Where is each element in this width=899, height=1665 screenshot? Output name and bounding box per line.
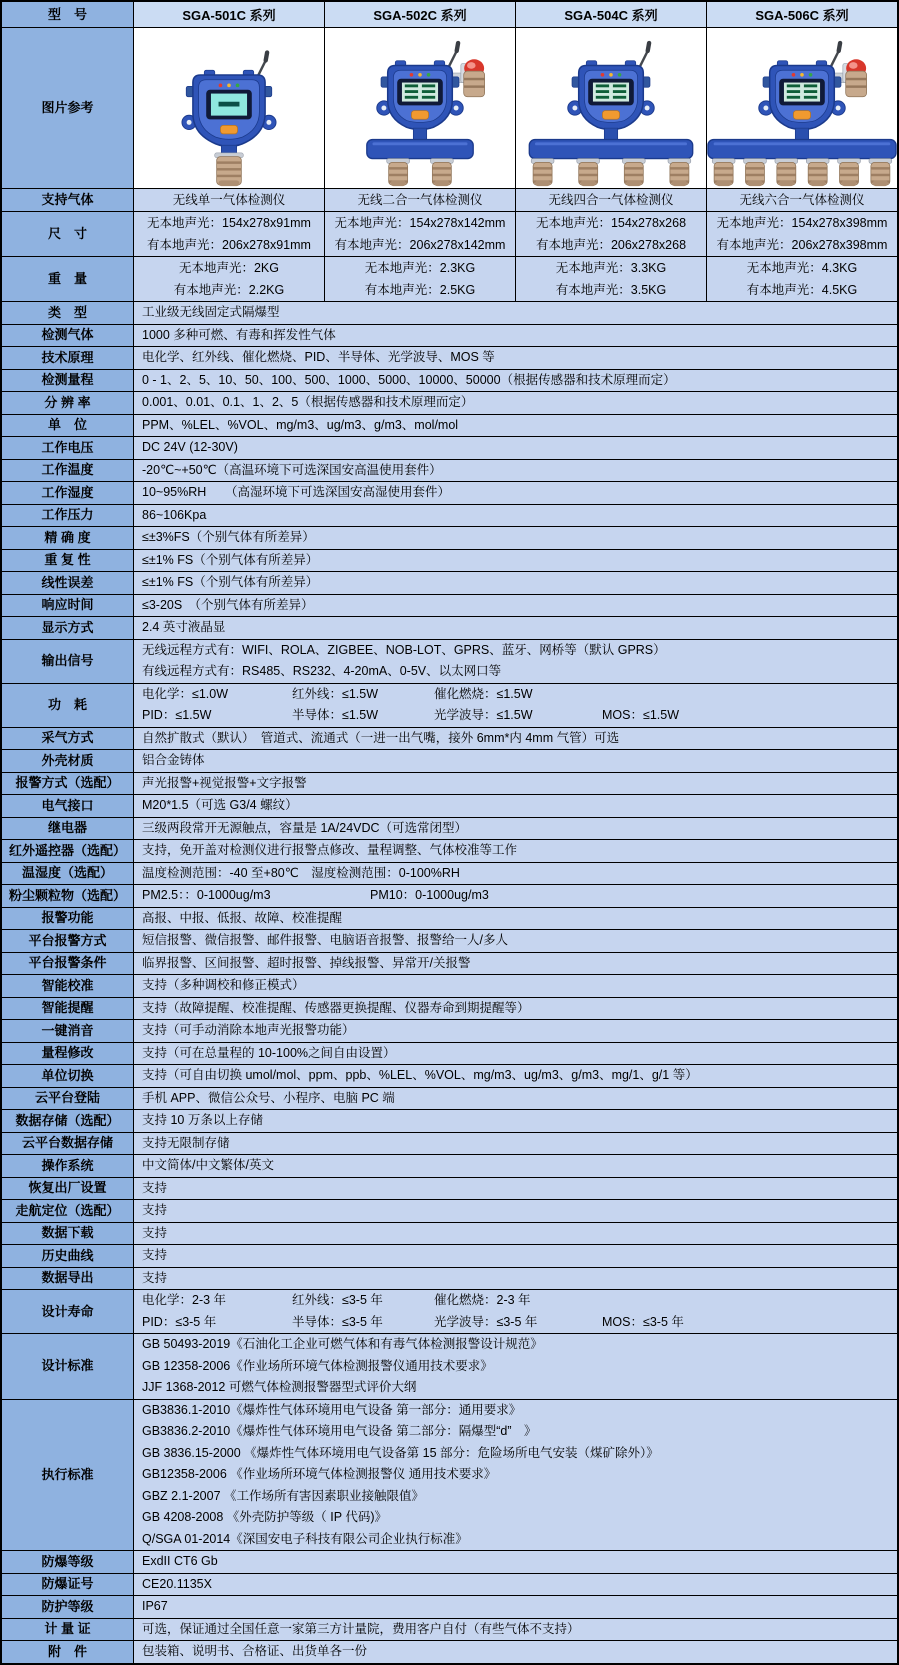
row-label: 分 辨 率 (2, 392, 133, 414)
spec-value-cell (133, 1245, 897, 1267)
spec-value-line: 无本地声光：3.3KG (555, 261, 667, 275)
spec-value-line: ExdII CT6 Gb (142, 1554, 218, 1568)
spec-value-segment: 红外线：≤1.5W (292, 686, 379, 701)
spec-value-segment: 电化学：≤1.0W (142, 686, 229, 701)
row-label: 附 件 (2, 1641, 133, 1663)
spec-value-cell (133, 684, 897, 727)
spec-value-line: 有本地声光：4.5KG (746, 283, 858, 297)
spec-value-cell (133, 1020, 897, 1042)
table-row (2, 504, 897, 527)
table-row (2, 346, 897, 369)
spec-value-segment: 光学波导：≤3-5 年 (434, 1314, 538, 1329)
model-header: SGA-501C 系列 (133, 2, 324, 27)
spec-value-line: 铝合金铸体 (142, 753, 205, 767)
spec-value-line: 有本地声光：206x278x142mm (334, 238, 506, 252)
row-label: 工作湿度 (2, 482, 133, 504)
spec-value-cell (133, 595, 897, 617)
row-label: 检测量程 (2, 370, 133, 392)
table-row (2, 526, 897, 549)
spec-value-cell (133, 1200, 897, 1222)
spec-value-cell (133, 908, 897, 930)
spec-value-cell (133, 1619, 897, 1641)
spec-value-line: 86~106Kpa (142, 507, 207, 522)
spec-value-cell (133, 1596, 897, 1618)
spec-value-line (142, 705, 897, 727)
table-row (2, 1042, 897, 1065)
spec-value-segment: PID：≤3-5 年 (142, 1314, 217, 1329)
spec-value-cell (133, 975, 897, 997)
product-image-cell (324, 28, 515, 188)
spec-value-segment: PID：≤1.5W (142, 708, 212, 722)
row-label: 云平台数据存储 (2, 1133, 133, 1155)
detector-sga-502c-icon (325, 36, 515, 188)
row-label: 红外遥控器（选配） (2, 840, 133, 862)
table-row (2, 571, 897, 594)
spec-value-cell (133, 460, 897, 482)
table-row (2, 324, 897, 347)
detector-sga-504c-icon (516, 36, 706, 188)
spec-value-line: 支持（可手动消除本地声光报警功能） (142, 1023, 355, 1037)
spec-value-cell (133, 773, 897, 795)
spec-value-cell (133, 795, 897, 817)
spec-value-segment: 半导体：≤3-5 年 (292, 1314, 383, 1329)
spec-value-cell (133, 527, 897, 549)
spec-value-line: 支持 (142, 1225, 168, 1240)
spec-value-line: 电化学、红外线、催化燃烧、PID、半导体、光学波导、MOS 等 (142, 350, 495, 364)
spec-value-segment: 红外线：≤3-5 年 (292, 1293, 383, 1307)
table-row (2, 414, 897, 437)
spec-value-line: 有本地声光：206x278x91mm (147, 238, 311, 252)
table-row (2, 1550, 897, 1573)
spec-value-line: 有本地声光：2.2KG (173, 283, 285, 297)
table-row (2, 1177, 897, 1200)
spec-value-line: 支持 (142, 1270, 168, 1285)
table-row (2, 749, 897, 772)
spec-value-line: 临界报警、区间报警、超时报警、掉线报警、异常开/关报警 (142, 955, 471, 970)
table-row (2, 639, 897, 683)
row-label: 一键消音 (2, 1020, 133, 1042)
spec-value-line: ≤±1% FS（个别气体有所差异） (142, 552, 319, 567)
row-label: 图片参考 (2, 28, 133, 188)
table-row (2, 1064, 897, 1087)
spec-value-line (142, 684, 897, 706)
table-row (2, 683, 897, 727)
spec-value-cell (133, 572, 897, 594)
table-row (2, 481, 897, 504)
table-row (2, 301, 897, 324)
spec-value-line: 无线单一气体检测仪 (172, 193, 286, 207)
table-row (2, 884, 897, 907)
spec-value-line: ≤±3%FS（个别气体有所差异） (142, 530, 315, 544)
spec-value-line: 支持（可自由切换 umol/mol、ppm、ppb、%LEL、%VOL、mg/m3、ug/m3、g/m3、mg/1、g/1 等） (142, 1068, 698, 1082)
spec-value-segment: 电化学：2-3 年 (142, 1293, 227, 1307)
table-row (2, 862, 897, 885)
table-row (2, 2, 897, 27)
spec-value-cell (706, 189, 897, 211)
spec-value-segment: MOS：≤3-5 年 (602, 1314, 684, 1329)
spec-value-line: ≤3-20S （个别气体有所差异） (142, 597, 314, 612)
spec-value-cell (133, 302, 897, 324)
spec-value-cell (133, 1065, 897, 1087)
spec-value-line: 有本地声光：3.5KG (555, 283, 667, 297)
table-row (2, 997, 897, 1020)
row-label: 设计寿命 (2, 1290, 133, 1333)
spec-value-cell (133, 953, 897, 975)
row-label: 单位切换 (2, 1065, 133, 1087)
spec-value-segment: 光学波导：≤1.5W (434, 708, 533, 722)
spec-value-line: 0.001、0.01、0.1、1、2、5（根据传感器和技术原理而定） (142, 395, 474, 409)
spec-value-cell (133, 728, 897, 750)
row-label: 报警功能 (2, 908, 133, 930)
table-row (2, 1618, 897, 1641)
spec-value-line: 无本地声光：4.3KG (746, 261, 858, 275)
row-label: 输出信号 (2, 640, 133, 683)
spec-value-line: 无线远程方式有：WIFI、ROLA、ZIGBEE、NOB-LOT、GPRS、蓝牙、网桥等（默认 GPRS） (142, 642, 666, 657)
spec-value-cell (133, 257, 324, 301)
spec-value-line: 支持（可在总量程的 10-100%之间自由设置） (142, 1045, 396, 1060)
table-row (2, 436, 897, 459)
spec-value-cell (133, 1088, 897, 1110)
spec-value-cell (133, 212, 324, 256)
spec-value-line: JJF 1368-2012 可燃气体检测报警器型式评价大纲 (142, 1380, 417, 1394)
row-label: 量程修改 (2, 1043, 133, 1065)
spec-value-line: GB3836.1-2010《爆炸性气体环境用电气设备 第一部分：通用要求》 (142, 1402, 522, 1417)
spec-value-cell (133, 818, 897, 840)
table-row (2, 549, 897, 572)
spec-value-line: 支持 (142, 1203, 168, 1217)
spec-value-cell (133, 840, 897, 862)
spec-value-line: 支持（多种调校和修正模式） (142, 978, 305, 992)
spec-value-line: 支持（故障提醒、校准提醒、传感器更换提醒、仪器寿命到期提醒等） (142, 1000, 530, 1015)
spec-value-cell (133, 750, 897, 772)
table-row (2, 1289, 897, 1333)
table-row (2, 1595, 897, 1618)
spec-value-line: 支持 (142, 1248, 168, 1262)
spec-value-segment: 催化燃烧：≤1.5W (434, 686, 533, 701)
spec-value-cell (324, 212, 515, 256)
spec-value-cell (133, 1400, 897, 1551)
table-row (2, 211, 897, 256)
table-row (2, 1267, 897, 1290)
spec-value-cell (133, 1223, 897, 1245)
spec-value-cell (133, 617, 897, 639)
spec-value-cell (133, 863, 897, 885)
model-header: SGA-506C 系列 (706, 2, 897, 27)
table-row (2, 794, 897, 817)
spec-value-line: GB 50493-2019《石油化工企业可燃气体和有毒气体检测报警设计规范》 (142, 1337, 543, 1351)
row-label: 检测气体 (2, 325, 133, 347)
spec-value-line: GB3836.2-2010《爆炸性气体环境用电气设备 第二部分：隔爆型“d” 》 (142, 1424, 537, 1438)
spec-value-line: 支持无限制存储 (142, 1135, 230, 1150)
spec-value-line: 工业级无线固定式隔爆型 (142, 305, 280, 319)
row-label: 型 号 (2, 2, 133, 27)
table-row (2, 1154, 897, 1177)
row-label: 计 量 证 (2, 1619, 133, 1641)
row-label: 历史曲线 (2, 1245, 133, 1267)
spec-value-cell (133, 325, 897, 347)
spec-value-cell (133, 370, 897, 392)
spec-value-line: 2.4 英寸液晶显 (142, 620, 226, 634)
row-label: 显示方式 (2, 617, 133, 639)
detector-sga-501c-icon (134, 36, 324, 188)
row-label: 电气接口 (2, 795, 133, 817)
row-label: 防护等级 (2, 1596, 133, 1618)
spec-value-cell (324, 189, 515, 211)
spec-value-cell (133, 885, 897, 907)
table-row (2, 1222, 897, 1245)
product-image-cell (515, 28, 706, 188)
spec-value-line: 无本地声光：2KG (178, 261, 279, 275)
model-header: SGA-504C 系列 (515, 2, 706, 27)
row-label: 防爆证号 (2, 1574, 133, 1596)
table-row (2, 1132, 897, 1155)
table-row (2, 391, 897, 414)
spec-value-line (142, 1290, 897, 1312)
spec-value-segment: MOS：≤1.5W (602, 708, 680, 722)
table-row (2, 1199, 897, 1222)
table-row (2, 256, 897, 301)
spec-value-segment: PM10：0-1000ug/m3 (370, 888, 489, 902)
spec-value-line: 自然扩散式（默认） 管道式、流通式（一进一出气嘴，接外 6mm*内 4mm 气管）可选 (142, 730, 620, 745)
spec-value-cell (133, 1290, 897, 1333)
row-label: 执行标准 (2, 1400, 133, 1551)
spec-value-cell (515, 189, 706, 211)
spec-value-line: GB12358-2006 《作业场所环境气体检测报警仪 通用技术要求》 (142, 1467, 497, 1481)
spec-value-line: 支持 (142, 1180, 168, 1195)
table-row (2, 1019, 897, 1042)
spec-value-cell (133, 1268, 897, 1290)
table-row (2, 459, 897, 482)
table-row (2, 188, 897, 211)
row-label: 采气方式 (2, 728, 133, 750)
spec-value-cell (133, 415, 897, 437)
table-row (2, 839, 897, 862)
row-label: 云平台登陆 (2, 1088, 133, 1110)
table-row (2, 772, 897, 795)
spec-value-line: 三级两段常开无源触点，容量是 1A/24VDC（可选常闭型） (142, 820, 468, 835)
spec-value-line: 可选，保证通过全国任意一家第三方计量院，费用客户自付（有些气体不支持） (142, 1621, 580, 1636)
spec-value-line: 中文简体/中文繁体/英文 (142, 1158, 274, 1172)
spec-value-line: 无本地声光：154x278x268 (535, 216, 687, 230)
spec-value-segment: PM2.5：：0-1000ug/m3 (142, 888, 271, 902)
spec-value-cell (133, 998, 897, 1020)
spec-value-line: -20℃~+50℃（高温环境下可选深国安高温使用套件） (142, 462, 442, 477)
spec-value-line: 无本地声光：154x278x398mm (716, 216, 888, 230)
spec-value-line: 有本地声光：2.5KG (364, 283, 476, 297)
table-row (2, 616, 897, 639)
table-row (2, 1244, 897, 1267)
row-label: 继电器 (2, 818, 133, 840)
spec-value-line: 短信报警、微信报警、邮件报警、电脑语音报警、报警给一人/多人 (142, 933, 508, 947)
row-label: 智能提醒 (2, 998, 133, 1020)
row-label: 工作温度 (2, 460, 133, 482)
spec-value-cell (133, 1110, 897, 1132)
spec-value-line: DC 24V (12-30V) (142, 440, 238, 454)
spec-value-line: 声光报警+视觉报警+文字报警 (142, 775, 307, 790)
spec-value-line: GBZ 2.1-2007 《工作场所有害因素职业接触限值》 (142, 1488, 424, 1503)
model-header: SGA-502C 系列 (324, 2, 515, 27)
spec-value-line: GB 4208-2008 《外壳防护等级（ IP 代码)》 (142, 1510, 387, 1524)
spec-value-line: 无线四合一气体检测仪 (548, 193, 674, 207)
table-row (2, 27, 897, 188)
row-label: 线性误差 (2, 572, 133, 594)
row-label: 工作压力 (2, 505, 133, 527)
table-row (2, 974, 897, 997)
row-label: 粉尘颗粒物（选配） (2, 885, 133, 907)
spec-value-line: 包装箱、说明书、合格证、出货单各一份 (142, 1644, 368, 1658)
spec-value-line: 无线六合一气体检测仪 (739, 193, 865, 207)
spec-value-cell (133, 640, 897, 683)
spec-value-line (142, 885, 897, 907)
table-row (2, 817, 897, 840)
spec-value-cell (324, 257, 515, 301)
spec-value-line: GB 3836.15-2000 《爆炸性气体环境用电气设备第 15 部分：危险场所电气安装（煤矿除外）》 (142, 1445, 659, 1460)
table-row (2, 1573, 897, 1596)
spec-value-line: 温度检测范围：-40 至+80℃ 湿度检测范围：0-100%RH (142, 865, 460, 880)
spec-value-cell (133, 1043, 897, 1065)
table-row (2, 929, 897, 952)
spec-value-line: GB 12358-2006《作业场所环境气体检测报警仪通用技术要求》 (142, 1358, 493, 1373)
spec-value-line: 有本地声光：206x278x398mm (716, 238, 888, 252)
row-label: 重 复 性 (2, 550, 133, 572)
spec-value-line: 有线远程方式有：RS485、RS232、4-20mA、0-5V、以太网口等 (142, 664, 502, 678)
row-label: 操作系统 (2, 1155, 133, 1177)
spec-value-line: 支持 10 万条以上存储 (142, 1113, 263, 1127)
spec-value-cell (133, 550, 897, 572)
spec-value-line: PPM、%LEL、%VOL、mg/m3、ug/m3、g/m3、mol/mol (142, 417, 459, 432)
spec-value-cell (706, 212, 897, 256)
spec-value-line: 10~95%RH （高湿环境下可选深国安高湿使用套件） (142, 485, 451, 499)
spec-value-line: 1000 多种可燃、有毒和挥发性气体 (142, 327, 336, 342)
table-row (2, 1399, 897, 1551)
row-label: 重 量 (2, 257, 133, 301)
row-label: 数据下载 (2, 1223, 133, 1245)
spec-value-line (142, 1312, 897, 1334)
spec-value-cell (133, 930, 897, 952)
spec-value-segment: 催化燃烧：2-3 年 (434, 1293, 531, 1307)
spec-value-cell (133, 505, 897, 527)
spec-value-line: M20*1.5（可选 G3/4 螺纹） (142, 798, 298, 812)
row-label: 工作电压 (2, 437, 133, 459)
spec-value-cell (133, 1334, 897, 1399)
spec-value-line: 有本地声光：206x278x268 (535, 238, 687, 252)
table-row (2, 369, 897, 392)
row-label: 平台报警条件 (2, 953, 133, 975)
spec-value-cell (133, 392, 897, 414)
table-row (2, 727, 897, 750)
row-label: 尺 寸 (2, 212, 133, 256)
spec-value-cell (133, 437, 897, 459)
row-label: 功 耗 (2, 684, 133, 727)
product-image-cell (706, 28, 897, 188)
spec-value-cell (133, 482, 897, 504)
table-row (2, 1640, 897, 1663)
table-row (2, 952, 897, 975)
row-label: 支持气体 (2, 189, 133, 211)
row-label: 防爆等级 (2, 1551, 133, 1573)
table-row (2, 1109, 897, 1132)
row-label: 外壳材质 (2, 750, 133, 772)
spec-value-line: 手机 APP、微信公众号、小程序、电脑 PC 端 (142, 1090, 395, 1105)
table-row (2, 594, 897, 617)
spec-value-cell (133, 189, 324, 211)
row-label: 智能校准 (2, 975, 133, 997)
row-label: 精 确 度 (2, 527, 133, 549)
row-label: 走航定位（选配） (2, 1200, 133, 1222)
spec-value-line: 无本地声光：154x278x142mm (334, 216, 506, 230)
spec-value-segment: 半导体：≤1.5W (292, 708, 379, 722)
spec-value-line: 无本地声光：154x278x91mm (147, 216, 311, 230)
row-label: 响应时间 (2, 595, 133, 617)
table-row (2, 1333, 897, 1399)
spec-value-line: 支持，免开盖对检测仪进行报警点修改、量程调整、气体校准等工作 (142, 843, 518, 857)
spec-value-line: ≤±1% FS（个别气体有所差异） (142, 575, 319, 589)
table-row (2, 907, 897, 930)
product-image-cell (133, 28, 324, 188)
spec-value-line: 无本地声光：2.3KG (364, 261, 476, 275)
row-label: 平台报警方式 (2, 930, 133, 952)
spec-value-cell (133, 1178, 897, 1200)
spec-value-cell (133, 1574, 897, 1596)
row-label: 温湿度（选配） (2, 863, 133, 885)
spec-value-line: 0 - 1、2、5、10、50、100、500、1000、5000、10000、50000（根据传感器和技术原理而定） (142, 372, 676, 387)
spec-value-cell (706, 257, 897, 301)
spec-value-cell (515, 212, 706, 256)
detector-sga-506c-icon (707, 36, 897, 188)
row-label: 报警方式（选配） (2, 773, 133, 795)
spec-value-line: CE20.1135X (142, 1576, 212, 1591)
row-label: 数据导出 (2, 1268, 133, 1290)
spec-value-line: 无线二合一气体检测仪 (357, 193, 483, 207)
spec-value-cell (133, 1551, 897, 1573)
table-row (2, 1087, 897, 1110)
spec-value-cell (133, 1641, 897, 1663)
row-label: 恢复出厂设置 (2, 1178, 133, 1200)
spec-value-line: 高报、中报、低报、故障、校准提醒 (142, 910, 343, 925)
row-label: 单 位 (2, 415, 133, 437)
spec-value-line: Q/SGA 01-2014《深国安电子科技有限公司企业执行标准》 (142, 1531, 468, 1546)
row-label: 类 型 (2, 302, 133, 324)
row-label: 技术原理 (2, 347, 133, 369)
spec-value-cell (133, 347, 897, 369)
spec-value-cell (133, 1155, 897, 1177)
row-label: 数据存储（选配） (2, 1110, 133, 1132)
spec-value-cell (515, 257, 706, 301)
spec-value-cell (133, 1133, 897, 1155)
row-label: 设计标准 (2, 1334, 133, 1399)
spec-value-line: IP67 (142, 1599, 168, 1613)
